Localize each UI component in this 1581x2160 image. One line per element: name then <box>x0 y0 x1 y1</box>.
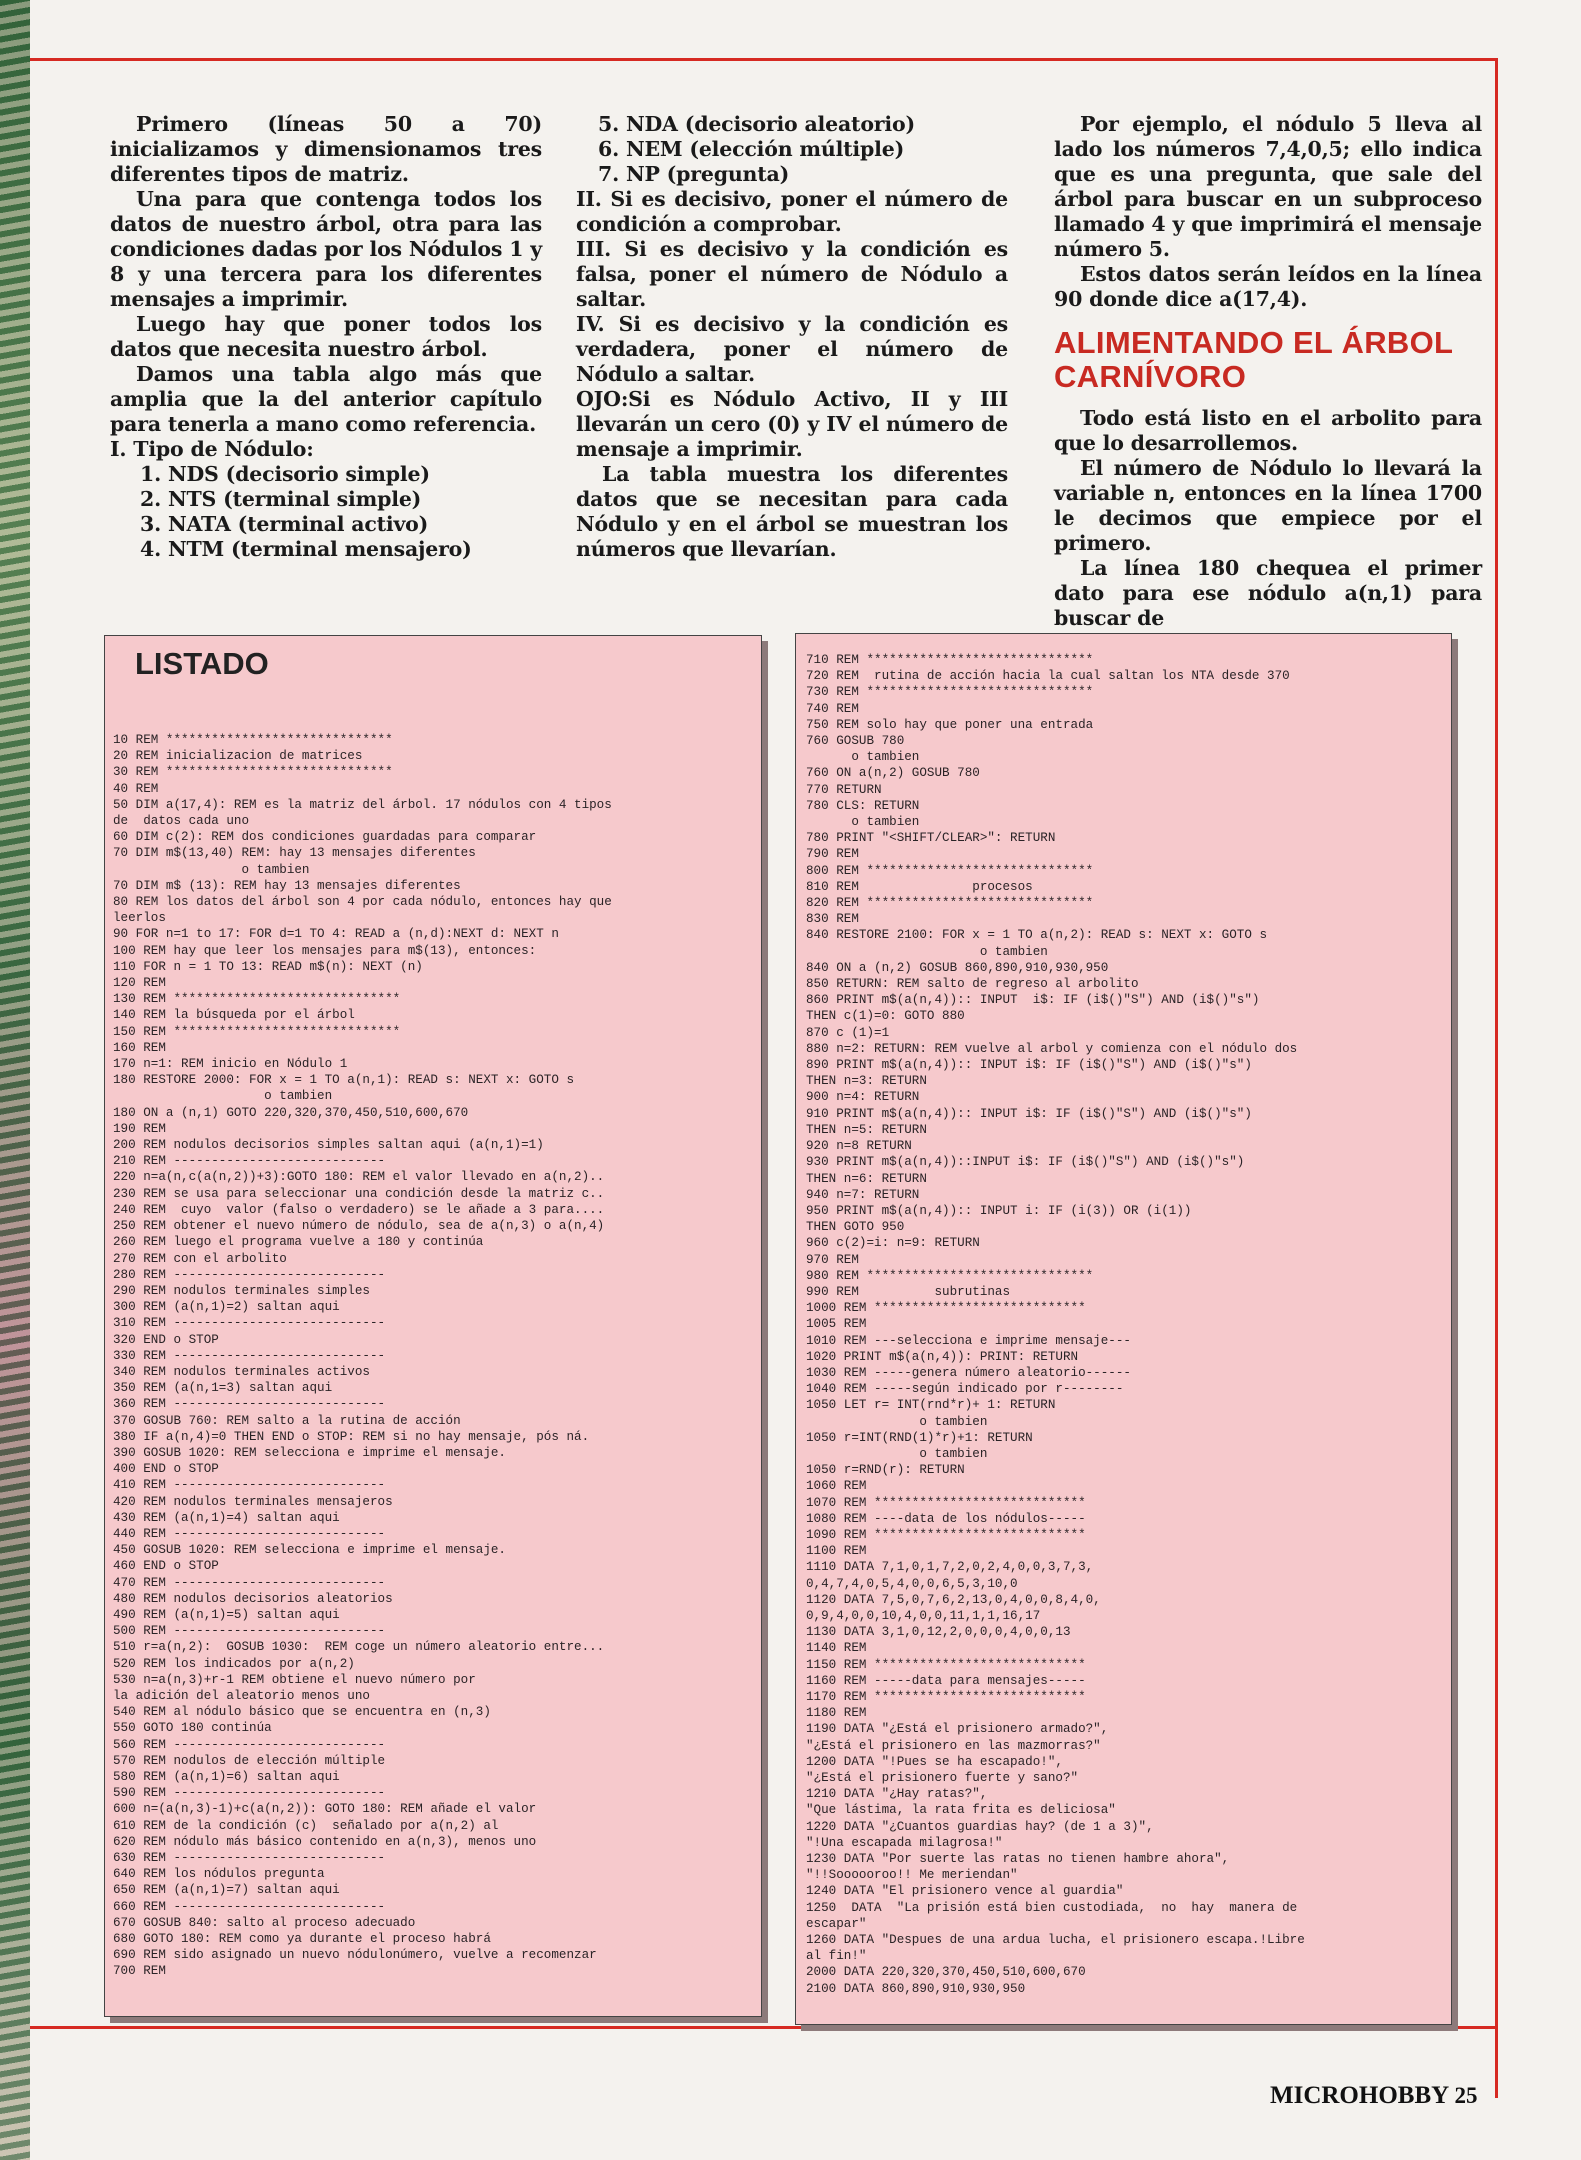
left-edge-foliage-image <box>0 0 30 2160</box>
paragraph: Estos datos serán leídos en la línea 90 donde dice a(17,4). <box>1054 262 1482 311</box>
list-item: 4. NTM (terminal mensajero) <box>140 537 472 561</box>
list-item: 5. NDA (decisorio aleatorio) <box>598 112 915 136</box>
paragraph: El número de Nódulo lo llevará la variable n, entonces en la línea 1700 le decimos que empiece por el primero. <box>1054 456 1482 555</box>
paragraph: La tabla muestra los diferentes datos que se necesitan para cada Nódulo y en el árbol se muestran los números que llevarían. <box>576 462 1008 561</box>
magazine-name: MICROHOBBY <box>1270 2082 1449 2109</box>
section-heading: ALIMENTANDO EL ÁRBOL CARNÍVORO <box>1054 325 1453 394</box>
list-heading: I. Tipo de Nódulo: <box>110 437 314 461</box>
paragraph: OJO:Si es Nódulo Activo, II y III llevarán un cero (0) y IV el número de mensaje a imprimir. <box>576 387 1008 461</box>
list-item: 1. NDS (decisorio simple) <box>140 462 430 486</box>
paragraph: Primero (líneas 50 a 70) inicializamos y dimensionamos tres diferentes tipos de matriz. <box>110 112 542 186</box>
list-item: 2. NTS (terminal simple) <box>140 487 422 511</box>
code-listing-left: 10 REM ****************************** 20 REM inicializacion de matrices 30 REM ****************************** 40 REM 50 DIM a(17,4): REM es la matriz del árbol. 17 nódulos con 4 tipos de datos cada uno 60 DIM c(2): REM dos condiciones guardadas para comparar 70 DIM m$(13,40) REM: hay 13 mensajes diferentes o tambien 70 DIM m$ (13): REM hay 13 mensajes diferentes 80 REM los datos del árbol son 4 por cada nódulo, entonces hay que leerlos 90 FOR n=1 to 17: FOR d=1 TO 4: READ a (n,d):NEXT d: NEXT n 100 REM hay que leer los mensajes para m$(13), entonces: 110 FOR n = 1 TO 13: READ m$(n): NEXT (n) 120 REM 130 REM ****************************** 140 REM la búsqueda por el árbol 150 REM ****************************** 160 REM 170 n=1: REM inicio en Nódulo 1 180 RESTORE 2000: FOR x = 1 TO a(n,1): READ s: NEXT x: GOTO s o tambien 180 ON a (n,1) GOTO 220,320,370,450,510,600,670 190 REM 200 REM nodulos decisorios simples saltan aqui (a(n,1)=1) 210 REM ---------------------------- 220 n=a(n,c(a(n,2))+3):GOTO 180: REM el valor llevado en a(n,2).. 230 REM se usa para seleccionar una condición desde la matriz c.. 240 REM cuyo valor (falso o verdadero) se le añade a 3 para.... 250 REM obtener el nuevo número de nódulo, sea de a(n,3) o a(n,4) 260 REM luego el programa vuelve a 180 y continúa 270 REM con el arbolito 280 REM ---------------------------- 290 REM nodulos terminales simples 300 REM (a(n,1)=2) saltan aqui 310 REM ---------------------------- 320 END o STOP 330 REM ---------------------------- 340 REM nodulos terminales activos 350 REM (a(n,1=3) saltan aqui 360 REM ---------------------------- 370 GOSUB 760: REM salto a la rutina de acción 380 IF a(n,4)=0 THEN END o STOP: REM si no hay mensaje, pós ná. 390 GOSUB 1020: REM selecciona e imprime el mensaje. 400 END o STOP 410 REM ---------------------------- 420 REM nodulos terminales mensajeros 430 REM (a(n,1)=4) saltan aqui 440 REM ---------------------------- 450 GOSUB 1020: REM selecciona e imprime el mensaje. 460 END o STOP 470 REM ---------------------------- 480 REM nodulos decisorios aleatorios 490 REM (a(n,1)=5) saltan aqui 500 REM ---------------------------- 510 r=a(n,2): GOSUB 1030: REM coge un número aleatorio entre... 520 REM los indicados por a(n,2) 530 n=a(n,3)+r-1 REM obtiene el nuevo número por la adición del aleatorio menos uno 540 REM al nódulo básico que se encuentra en (n,3) 550 GOTO 180 continúa 560 REM ---------------------------- 570 REM nodulos de elección múltiple 580 REM (a(n,1)=6) saltan aqui 590 REM ---------------------------- 600 n=(a(n,3)-1)+c(a(n,2)): GOTO 180: REM añade el valor 610 REM de la condición (c) señalado por a(n,2) al 620 REM nódulo más básico contenido en a(n,3), menos uno 630 REM ---------------------------- 640 REM los nódulos pregunta 650 REM (a(n,1)=7) saltan aqui 660 REM ---------------------------- 670 GOSUB 840: salto al proceso adecuado 680 GOTO 180: REM como ya durante el proceso habrá 690 REM sido asignado un nuevo nódulonúmero, vuelve a recomenzar 700 REM <box>113 733 612 1979</box>
list-item: 7. NP (pregunta) <box>598 162 790 186</box>
paragraph: Todo está listo en el arbolito para que lo desarrollemos. <box>1054 406 1482 455</box>
paragraph: Luego hay que poner todos los datos que necesita nuestro árbol. <box>110 312 542 361</box>
page-footer <box>1270 2082 1478 2110</box>
text-column-3 <box>1054 112 1482 631</box>
listing-box-right <box>795 633 1452 2025</box>
red-frame-bottom-right <box>1380 2026 1498 2029</box>
paragraph: Una para que contenga todos los datos de nuestro árbol, otra para las condiciones dadas por los Nódulos 1 y 8 y una tercera para los diferentes mensajes a imprimir. <box>110 187 542 311</box>
paragraph: IV. Si es decisivo y la condición es verdadera, poner el número de Nódulo a saltar. <box>576 312 1008 386</box>
paragraph: Damos una tabla algo más que amplia que la del anterior capítulo para tenerla a mano como referencia. <box>110 362 542 436</box>
code-listing-right: 710 REM ****************************** 720 REM rutina de acción hacia la cual saltan los NTA desde 370 730 REM ****************************** 740 REM 750 REM solo hay que poner una entrada 760 GOSUB 780 o tambien 760 ON a(n,2) GOSUB 780 770 RETURN 780 CLS: RETURN o tambien 780 PRINT "<SHIFT/CLEAR>": RETURN 790 REM 800 REM ****************************** 810 REM procesos 820 REM ****************************** 830 REM 840 RESTORE 2100: FOR x = 1 TO a(n,2): READ s: NEXT x: GOTO s o tambien 840 ON a (n,2) GOSUB 860,890,910,930,950 850 RETURN: REM salto de regreso al arbolito 860 PRINT m$(a(n,4)):: INPUT i$: IF (i$()"S") AND (i$()"s") THEN c(1)=0: GOTO 880 870 c (1)=1 880 n=2: RETURN: REM vuelve al arbol y comienza con el nódulo dos 890 PRINT m$(a(n,4)):: INPUT i$: IF (i$()"S") AND (i$()"s") THEN n=3: RETURN 900 n=4: RETURN 910 PRINT m$(a(n,4)):: INPUT i$: IF (i$()"S") AND (i$()"s") THEN n=5: RETURN 920 n=8 RETURN 930 PRINT m$(a(n,4))::INPUT i$: IF (i$()"S") AND (i$()"s") THEN n=6: RETURN 940 n=7: RETURN 950 PRINT m$(a(n,4)):: INPUT i: IF (i(3)) OR (i(1)) THEN GOTO 950 960 c(2)=i: n=9: RETURN 970 REM 980 REM ****************************** 990 REM subrutinas 1000 REM **************************** 1005 REM 1010 REM ---selecciona e imprime mensaje--- 1020 PRINT m$(a(n,4)): PRINT: RETURN 1030 REM -----genera número aleatorio------ 1040 REM -----según indicado por r-------- 1050 LET r= INT(rnd*r)+ 1: RETURN o tambien 1050 r=INT(RND(1)*r)+1: RETURN o tambien 1050 r=RND(r): RETURN 1060 REM 1070 REM **************************** 1080 REM ----data de los nódulos----- 1090 REM **************************** 1100 REM 1110 DATA 7,1,0,1,7,2,0,2,4,0,0,3,7,3, 0,4,7,4,0,5,4,0,0,6,5,3,10,0 1120 DATA 7,5,0,7,6,2,13,0,4,0,0,8,4,0, 0,9,4,0,0,10,4,0,0,11,1,1,16,17 1130 DATA 3,1,0,12,2,0,0,0,4,0,0,13 1140 REM 1150 REM **************************** 1160 REM -----data para mensajes----- 1170 REM **************************** 1180 REM 1190 DATA "¿Está el prisionero armado?", "¿Está el prisionero en las mazmorras?" 1200 DATA "!Pues se ha escapado!", "¿Está el prisionero fuerte y sano?" 1210 DATA "¿Hay ratas?", "Que lástima, la rata frita es deliciosa" 1220 DATA "¿Cuantos guardias hay? (de 1 a 3)", "!Una escapada milagrosa!" 1230 DATA "Por suerte las ratas no tienen hambre ahora", "!!Soooooroo!! Me meriendan" 1240 DATA "El prisionero vence al guardia" 1250 DATA "La prisión está bien custodiada, no hay manera de escapar" 1260 DATA "Despues de una ardua lucha, el prisionero escapa.!Libre al fin!" 2000 DATA 220,320,370,450,510,600,670 2100 DATA 860,890,910,930,950 <box>806 653 1305 1996</box>
red-frame-top <box>30 58 1498 61</box>
listing-box-left <box>104 635 762 2017</box>
paragraph: II. Si es decisivo, poner el número de condición a comprobar. <box>576 187 1008 236</box>
list-item: 3. NATA (terminal activo) <box>140 512 429 536</box>
listing-title: LISTADO <box>135 646 269 681</box>
page-number: 25 <box>1454 2083 1478 2108</box>
paragraph: Por ejemplo, el nódulo 5 lleva al lado los números 7,4,0,5; ello indica que es una pregunta, que sale del árbol para buscar en un subproceso llamado 4 y que imprimirá el mensaje número 5. <box>1054 112 1482 261</box>
red-frame-right <box>1495 58 1498 2098</box>
list-item: 6. NEM (elección múltiple) <box>598 137 905 161</box>
text-column-1 <box>110 112 542 562</box>
red-frame-bottom <box>30 2026 1150 2029</box>
paragraph: III. Si es decisivo y la condición es falsa, poner el número de Nódulo a saltar. <box>576 237 1008 311</box>
paragraph: La línea 180 chequea el primer dato para ese nódulo a(n,1) para buscar de <box>1054 556 1482 630</box>
text-column-2 <box>576 112 1008 562</box>
